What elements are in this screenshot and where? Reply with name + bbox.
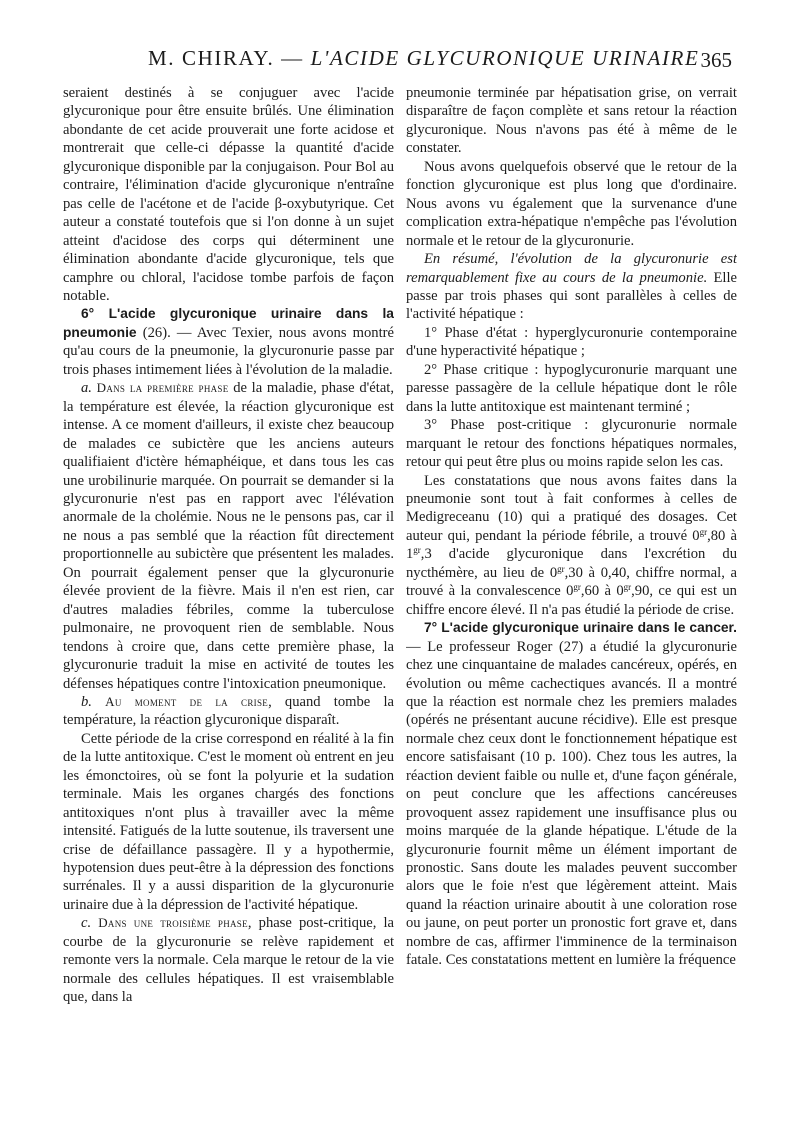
- paragraph: pneumonie terminée par hépatisation grise, on verrait disparaître de façon complète et sans retour la réaction glycuronique. Nous n'avons pas été à même de le constater.: [406, 85, 737, 157]
- paragraph: Nous avons quelquefois observé que le retour de la fonction glycuronique est plus long que d'ordinaire. Nous avons vu également que la survenance d'une complication extra-hépatique n'empêche pas l'évolution normale et le retour de la glycuronurie.: [406, 158, 737, 249]
- superscript: gr: [699, 526, 708, 537]
- paragraph: Cette période de la crise correspond en réalité à la fin de la lutte antitoxique. C'est le moment où entrent en jeu les émonctoires, où se font la polyurie et la sudation terminale. Mais les organes chargés des fonctions antitoxiques n'ont plus à travailler avec la même intensité. Fatigués de la lutte soutenue, ils traversent une crise de défaillance passagère. Il y a hypothermie, hypotension dues peut-être à la dépression des fonctions surrénales. Il y a aussi disparition de la glycuronurie urinaire due à la dépression de l'activité hépatique.: [63, 730, 394, 913]
- paragraph-text: — Le professeur Roger (27) a étudié la glycuronurie chez une cinquantaine de malades cancéreux, opérés, en évolution ou même cachectiques avancés. Il a montré que la réaction est normale chez les premiers malades (opérés ne présentant aucune récidive). Elle est presque normale chez ceux dont le fonctionnement hépatique est encore satisfaisant (10 p. 100). Chez tous les autres, la réaction devient faible ou nulle et, d'une façon générale, on peut conclure que les affections cancéreuses provoquent assez rapidement une insuffisance plus ou moins marquée de la glande hépatique. L'étude de la glycuronurie fournit même un élément important de pronostic. Sans doute les malades peuvent succomber alors que le foie n'est que légèrement atteint. Mais quand la réaction urinaire aboutit à une coloration rose ou jaune, on peut porter un pronostic fort grave et, dans nombre de cas, affirmer l'imminence de la terminaison fatale. Ces constatations mettent en lumière la fréquence: [406, 638, 737, 969]
- text-run: Les constatations que nous avons faites dans la pneumonie sont tout à fait conformes à celles de Medigreceanu (10) qui a pratiqué des dosages. Cet auteur qui, pendant la période fébrile, a trouvé 0: [406, 472, 737, 544]
- item-label-b: b.: [81, 693, 106, 710]
- section-heading-cancer: 7° L'acide glycuronique urinaire dans le cancer.: [424, 620, 737, 636]
- section-heading-pneumonia: 6° L'acide glycuronique urinaire dans la pneumonie: [63, 306, 394, 340]
- header-author: M. CHIRAY.: [148, 46, 275, 70]
- right-column: [406, 84, 737, 1134]
- paragraph-dosages: [406, 472, 737, 620]
- paragraph-text: , phase post-critique, la courbe de la glycuronurie se relève rapidement et remonte vers la normale. Cela marque le retour de la vie normale des cellules hépatiques. Il est vraisemblable que, dans la: [63, 915, 394, 1006]
- text-run: ,90, ce qui est un chiffre encore élevé. Il n'a pas étudié la période de crise.: [406, 583, 737, 618]
- paragraph-phase-b: [63, 693, 394, 730]
- text-run: ,60 à 0: [580, 583, 624, 600]
- superscript: gr: [573, 582, 581, 593]
- text-run: ,30 à 0,40, chiffre normal, a trouvé à la convalescence 0: [406, 564, 737, 600]
- italic-summary: En résumé, l'évolution de la glycuronurie est remarquablement fixe au cours de la pneumonie.: [406, 251, 737, 286]
- list-item: 2° Phase critique : hypoglycuronurie marquant une paresse passagère de la cellule hépatique dont le rôle dans la lutte antitoxique est maintenant terminé ;: [406, 361, 737, 415]
- superscript: gr: [413, 545, 421, 556]
- small-caps-phrase: Dans une troisième phase: [98, 915, 248, 931]
- list-item: 3° Phase post-critique : glycuronurie normale marquant le retour des fonctions hépatiques normales, retour qui peut être plus ou moins rapide selon les cas.: [406, 417, 737, 471]
- paragraph-phase-c: [63, 914, 394, 1006]
- page-number: 365: [700, 48, 732, 72]
- text-run: ,80 à 1: [406, 527, 737, 563]
- header-dash: —: [281, 46, 304, 70]
- item-label-c: c.: [81, 915, 99, 932]
- header-title: L'ACIDE GLYCURONIQUE URINAIRE: [310, 46, 700, 70]
- running-title: [148, 46, 728, 71]
- paragraph-text: (26). — Avec Texier, nous avons montré qu'au cours de la pneumonie, la glycuronurie passe par trois phases intimement liées à l'évolution de la maladie.: [63, 324, 394, 378]
- small-caps-phrase: Dans la première phase: [96, 380, 229, 396]
- paragraph-pneumonia: [63, 305, 394, 379]
- paragraph-text: Elle passe par trois phases qui sont parallèles à celles de l'activité hépatique :: [406, 269, 737, 323]
- left-column: [63, 84, 394, 1134]
- superscript: gr: [557, 563, 565, 574]
- paragraph-summary: [406, 250, 737, 324]
- paragraph-text: de la maladie, phase d'état, la température est élevée, la réaction glycuronique est intense. A ce moment d'ailleurs, il existe chez beaucoup de malades ce subictère que les anciens auteurs qualifiaient d'ictère hémaphéique, et dans tous les cas une urobilinurie marquée. On pourrait se demander si la glycuronurie n'est pas en rapport avec l'élévation anormale de la cholémie. Nous ne le pensons pas, car il ne nous a pas semblé que la réaction fût directement proportionnelle au subictère que présentent les malades. On pourrait également penser que la glycuronurie élevée provient de la fièvre. Mais il n'en est rien, car d'autres maladies fébriles, comme la tuberculose pulmonaire, ne provoquent rien de semblable. Nous tendons à croire que, dans cette première phase, la glycuronurie traduit la mise en activité de toutes les défenses hépatiques contre l'intoxication pneumonique.: [63, 380, 394, 692]
- item-label-a: a.: [81, 380, 97, 397]
- paragraph: seraient destinés à se conjuguer avec l'acide glycuronique pour être ensuite brûlés. Une élimination abondante de cet acide prouverait une forte acidose et montrerait que celle-ci dépasse la quantité d'acide glycuronique disponible par la conjugaison. Pour Bol au contraire, l'élimination d'acide glycuronique n'entraîne pas celle de l'acétone et de l'acide β-oxybutyrique. Cet auteur a constaté toutefois que si l'on donne à un sujet atteint d'acidose des corps qui déterminent une élimination abondante d'acide glycuronique, tels que camphre ou chloral, l'acidose tombe parfois de façon notable.: [63, 85, 394, 304]
- paragraph-cancer: [406, 619, 737, 970]
- paragraph-text: , quand tombe la température, la réaction glycuronique disparaît.: [63, 693, 394, 729]
- text-run: ,3 d'acide glycuronique dans l'excrétion du nycthémère, au lieu de 0: [406, 546, 737, 581]
- paragraph-phase-a: [63, 379, 394, 693]
- superscript: gr: [623, 582, 632, 593]
- small-caps-phrase: Au moment de la crise: [105, 693, 269, 709]
- page-header: [64, 46, 736, 76]
- list-item: 1° Phase d'état : hyperglycuronurie contemporaine d'une hyperactivité hépatique ;: [406, 324, 737, 360]
